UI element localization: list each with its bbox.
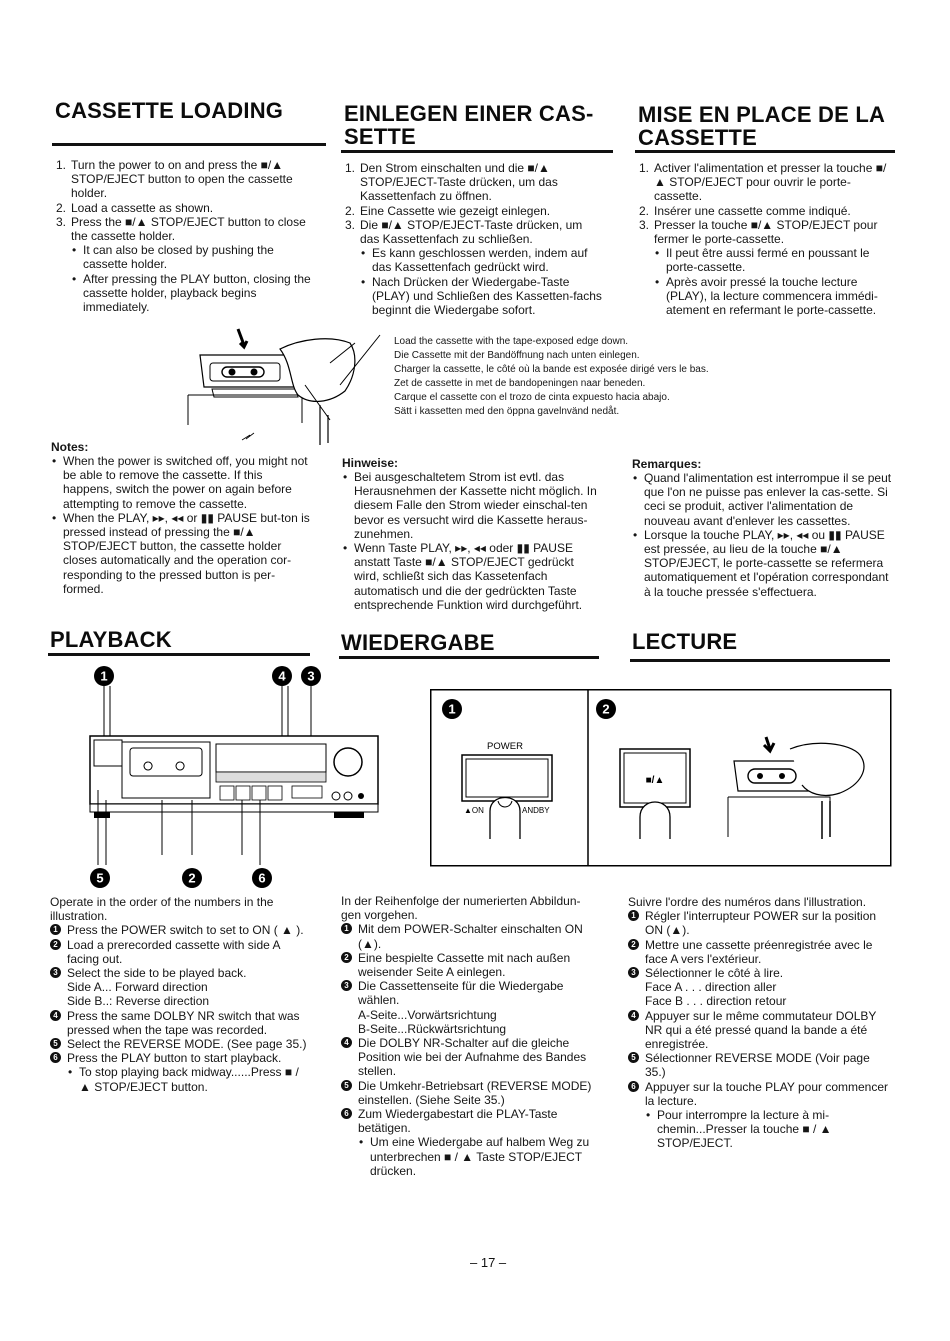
side-a-line: Side A... Forward direction	[67, 980, 208, 995]
notes-title: Notes:	[51, 440, 89, 454]
en-playback-instructions	[50, 895, 310, 1094]
fr-notes	[632, 457, 894, 599]
bullet-item: • It can also be closed by pushing the cassette holder.	[71, 243, 315, 271]
de-loading-instructions	[342, 161, 604, 317]
note-item: • When the PLAY, ▸▸, ◂◂ or ▮▮ PAUSE but-ton is pressed instead of pressing the ■/▲ STOP/EJECT button, the cassette holder closes automatically and the operation cor-responding to the pressed button is per-formed.	[51, 511, 313, 596]
load-caption-line: Charger la cassette, le côté où la bande est exposée dirigé vers le bas.	[394, 364, 709, 375]
svg-text:5: 5	[96, 870, 104, 886]
power-label: POWER	[487, 741, 523, 752]
playback-step: 4 Appuyer sur le même commutateur DOLBY NR qui a été pressé quand la bande a été enregistrée.	[628, 1009, 890, 1052]
step-item: 2. Eine Cassette wie gezeigt einlegen.	[345, 203, 551, 218]
step-item: 2. Insérer une cassette comme indiqué.	[639, 203, 851, 218]
step-item: 3. Die ■/▲ STOP/EJECT-Taste drücken, um das Kassettenfach zu schließen.	[345, 217, 583, 247]
callout-number-2	[182, 868, 202, 888]
heading-rule	[635, 150, 895, 153]
playback-step: 4 Press the same DOLBY NR switch that was pressed when the tape was recorded.	[50, 1009, 310, 1037]
panel-number-2	[596, 699, 616, 719]
playback-intro: Suivre l'ordre des numéros dans l'illustration.	[628, 895, 867, 909]
side-b-line: Face B . . . direction retour	[645, 994, 787, 1009]
playback-step: 4 Die DOLBY NR-Schalter auf die gleiche Position wie bei der Aufnahme des Bandes stellen.	[341, 1036, 599, 1079]
cassette-loading-illustration	[180, 325, 400, 447]
step-item: 3. Press the ■/▲ STOP/EJECT button to close the cassette holder.	[56, 214, 306, 244]
svg-text:2: 2	[602, 701, 610, 717]
svg-text:6: 6	[258, 870, 266, 886]
on-label: ▲ON	[464, 806, 484, 815]
playback-intro: Operate in the order of the numbers in the illustration.	[50, 895, 274, 924]
playback-step: 2 Mettre une cassette préenregistrée avec le face A vers l'extérieur.	[628, 938, 890, 966]
stop-note: • To stop playing back midway......Press ■ / ▲ STOP/EJECT button.	[67, 1065, 310, 1093]
stop-note: • Pour interrompre la lecture à mi-chemin...Presser la touche ■ / ▲ STOP/EJECT.	[645, 1108, 890, 1151]
step-item: 2. Load a cassette as shown.	[56, 200, 214, 215]
svg-text:4: 4	[278, 668, 286, 684]
svg-text:1: 1	[100, 668, 108, 684]
svg-text:3: 3	[307, 668, 315, 684]
note-item: • When the power is switched off, you might not be able to remove the cassette. If this happens, switch the power on again before attempting to remove the cassette.	[51, 454, 313, 511]
load-caption-line: Sätt i kassetten med den öppna gavelnvänd nedåt.	[394, 406, 620, 417]
step-item: 1. Den Strom einschalten und die ■/▲ STOP/EJECT-Taste drücken, um das Kassettenfach zu öffnen.	[345, 161, 558, 204]
fr-loading-instructions	[636, 161, 894, 317]
step-item: 3. Presser la touche ■/▲ STOP/EJECT pour fermer le porte-cassette.	[639, 217, 878, 247]
step-item: 1. Activer l'alimentation et presser la touche ■/▲ STOP/EJECT pour ouvrir le porte-cassette.	[639, 161, 887, 204]
svg-text:2: 2	[188, 870, 196, 886]
step-item: 1. Turn the power to on and press the ■/▲ STOP/EJECT button to open the cassette holder.	[56, 158, 293, 201]
playback-step: 6 Zum Wiedergabestart die PLAY-Taste betätigen. • Um eine Wiedergabe auf halbem Weg zu unterbrechen ■ / ▲ Taste STOP/EJECT drücken.	[341, 1107, 599, 1178]
step-panel-illustrations	[430, 689, 892, 867]
side-a-line: Face A . . . direction aller	[645, 980, 777, 995]
side-a-line: A-Seite...Vorwärtsrichtung	[358, 1007, 497, 1022]
bullet-item: • Es kann geschlossen werden, indem auf das Kassettenfach gedrückt wird.	[360, 246, 604, 274]
playback-step: 1 Mit dem POWER-Schalter einschalten ON (▲).	[341, 922, 599, 950]
heading-wiedergabe: WIEDERGABE	[341, 630, 495, 655]
heading-einlegen-einer-cassette: EINLEGEN EINER CAS-SETTE	[344, 101, 594, 149]
stop-eject-label: ■/▲	[645, 775, 665, 786]
playback-step: 2 Load a prerecorded cassette with side A facing out.	[50, 938, 310, 966]
note-item: • Lorsque la touche PLAY, ▸▸, ◂◂ ou ▮▮ PAUSE est pressée, au lieu de la touche ■/▲ STOP/EJECT, le porte-cassette se refermera automatiquement et l'opération correspondant à la touche pressée s'effectuera.	[632, 528, 894, 599]
note-item: • Quand l'alimentation est interrompue il se peut que l'on ne puisse pas enlever la cas-sette. Si ceci se produit, activer l'alimentation de nouveau avant d'enlever les cassettes.	[632, 471, 894, 528]
playback-step: 1 Press the POWER switch to set to ON ( ▲ ).	[50, 923, 310, 937]
panel-number-1	[442, 699, 462, 719]
playback-step: 3 Sélectionner le côté à lire. Face A . . . direction aller Face B . . . direction retour	[628, 966, 890, 1009]
heading-mise-en-place: MISE EN PLACE DE LA CASSETTE	[638, 102, 885, 150]
de-playback-instructions	[341, 894, 599, 1178]
de-notes	[342, 456, 602, 612]
callout-number-6	[252, 868, 272, 888]
heading-rule	[52, 143, 326, 146]
load-caption-line: Carque el cassette con el trozo de cinta expuesto hacia abajo.	[394, 392, 670, 403]
heading-rule	[341, 150, 613, 153]
load-caption-line: Die Cassette mit der Bandöffnung nach unten einlegen.	[394, 350, 640, 361]
notes-title: Hinweise:	[342, 456, 399, 470]
side-b-line: B-Seite...Rückwärtsrichtung	[358, 1021, 507, 1036]
en-notes	[51, 440, 313, 596]
playback-step: 5 Die Umkehr-Betriebsart (REVERSE MODE) einstellen. (Siehe Seite 35.)	[341, 1079, 599, 1107]
heading-rule	[339, 656, 599, 659]
bullet-item: • Nach Drücken der Wiedergabe-Taste (PLAY) und Schließen des Kassetten-fachs beginnt die Wiedergabe sofort.	[360, 275, 604, 318]
side-b-line: Side B..: Reverse direction	[67, 994, 210, 1009]
heading-rule	[48, 653, 310, 656]
heading-cassette-loading: CASSETTE LOADING	[55, 98, 284, 123]
notes-title: Remarques:	[632, 457, 702, 471]
callout-number-1	[94, 666, 114, 686]
bullet-item: • After pressing the PLAY button, closing the cassette holder, playback begins immediately.	[71, 272, 315, 315]
bullet-item: • Il peut être aussi fermé en poussant le porte-cassette.	[654, 246, 894, 274]
fr-playback-instructions	[628, 895, 890, 1151]
standby-label: ANDBY	[522, 806, 550, 815]
stop-note: • Um eine Wiedergabe auf halbem Weg zu unterbrechen ■ / ▲ Taste STOP/EJECT drücken.	[358, 1135, 599, 1178]
load-caption-block	[394, 335, 754, 419]
bullet-item: • Après avoir pressé la touche lecture (PLAY), la lecture commencera immédi-atement en refermant le porte-cassette.	[654, 275, 894, 318]
playback-step: 6 Appuyer sur la touche PLAY pour commencer la lecture. • Pour interrompre la lecture à mi-chemin...Presser la touche ■ / ▲ STOP/EJECT.	[628, 1080, 890, 1151]
callout-number-5	[90, 868, 110, 888]
playback-step: 6 Press the PLAY button to start playback. • To stop playing back midway......Press ■ / ▲ STOP/EJECT button.	[50, 1051, 310, 1094]
playback-step: 2 Eine bespielte Cassette mit nach außen weisender Seite A einlegen.	[341, 951, 599, 979]
svg-text:1: 1	[448, 701, 456, 717]
heading-lecture: LECTURE	[632, 629, 738, 654]
load-caption-line: Zet de cassette in met de bandopeningen naar beneden.	[394, 378, 646, 389]
playback-step: 3 Die Cassettenseite für die Wiedergabe wählen. A-Seite...Vorwärtsrichtung B-Seite...Rückwärtsrichtung	[341, 979, 599, 1036]
load-caption-line: Load the cassette with the tape-exposed edge down.	[394, 336, 629, 347]
playback-step: 1 Régler l'interrupteur POWER sur la position ON (▲).	[628, 909, 890, 937]
cassette-deck-illustration	[82, 660, 392, 896]
note-item: • Wenn Taste PLAY, ▸▸, ◂◂ oder ▮▮ PAUSE anstatt Taste ■/▲ STOP/EJECT gedrückt wird, schließt sich das Kassetenfach automatisch und die der gedrückten Taste entsprechende Funktion wird durchgeführt.	[342, 541, 602, 612]
heading-rule	[630, 659, 890, 662]
playback-intro: In der Reihenfolge der numerierten Abbildun-gen vorgehen.	[341, 894, 581, 923]
en-loading-instructions	[53, 158, 315, 314]
playback-step: 5 Sélectionner REVERSE MODE (Voir page 35.)	[628, 1051, 890, 1079]
heading-playback: PLAYBACK	[50, 627, 172, 652]
playback-step: 3 Select the side to be played back. Side A... Forward direction Side B..: Reverse direction	[50, 966, 310, 1009]
callout-number-3	[301, 666, 321, 686]
note-item: • Bei ausgeschaltetem Strom ist evtl. das Herausnehmen der Kassette nicht möglich. In diesem Falle den Strom wieder einschal-ten bevor es versucht wird die Kassette heraus-zunehmen.	[342, 470, 602, 541]
page-number: – 17 –	[470, 1255, 507, 1270]
callout-number-4	[272, 666, 292, 686]
playback-step: 5 Select the REVERSE MODE. (See page 35.)	[50, 1037, 310, 1051]
